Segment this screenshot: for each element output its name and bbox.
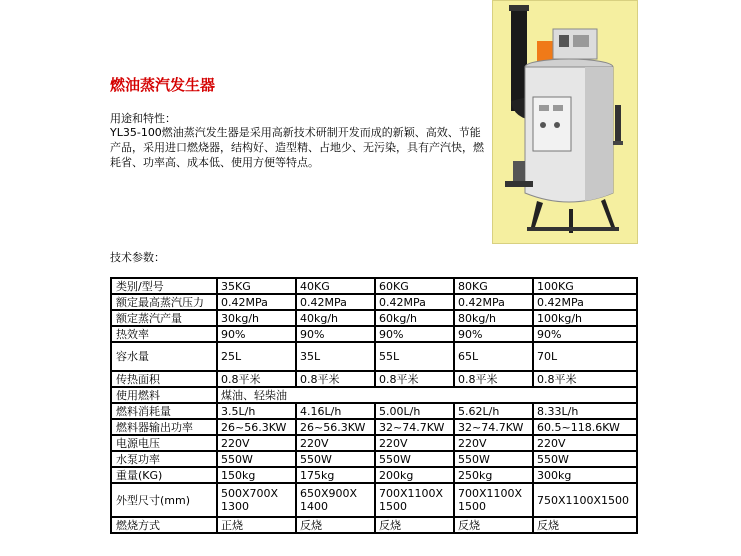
table-cell: 反烧 <box>533 517 637 533</box>
table-cell: 32~74.7KW <box>454 419 533 435</box>
table-cell: 80KG <box>454 278 533 294</box>
usage-label: 用途和特性： <box>110 112 176 125</box>
table-cell: 700X1100X 1500 <box>375 483 454 517</box>
table-cell: 750X1100X1500 <box>533 483 637 517</box>
table-cell: 220V <box>375 435 454 451</box>
row-label: 燃料消耗量 <box>111 403 217 419</box>
row-label: 类别/型号 <box>111 278 217 294</box>
table-cell: 反烧 <box>296 517 375 533</box>
table-cell: 4.16L/h <box>296 403 375 419</box>
params-label: 技术参数： <box>110 251 165 264</box>
table-cell: 220V <box>217 435 296 451</box>
row-label: 使用燃料 <box>111 387 217 403</box>
row-label: 重量(KG) <box>111 467 217 483</box>
table-cell: 0.42MPa <box>454 294 533 310</box>
table-cell: 250kg <box>454 467 533 483</box>
table-cell: 550W <box>533 451 637 467</box>
table-cell: 0.42MPa <box>296 294 375 310</box>
table-cell: 反烧 <box>454 517 533 533</box>
table-cell: 55L <box>375 342 454 371</box>
burner-detail-shape-2 <box>573 35 589 47</box>
table-cell: 正烧 <box>217 517 296 533</box>
table-row <box>111 371 637 387</box>
table-row <box>111 326 637 342</box>
table-cell: 650X900X 1400 <box>296 483 375 517</box>
table-cell: 90% <box>533 326 637 342</box>
table-cell: 500X700X 1300 <box>217 483 296 517</box>
product-photo <box>492 0 638 244</box>
row-label: 电源电压 <box>111 435 217 451</box>
table-cell: 100KG <box>533 278 637 294</box>
table-cell: 90% <box>296 326 375 342</box>
row-label: 额定蒸汽产量 <box>111 310 217 326</box>
usage-description: YL35-100燃油蒸汽发生器是采用高新技术研制开发而成的新颖、高效、节能产品，采用进口燃烧器，结构好、造型精、占地少、无污染，具有产汽快，燃耗省、功率高、成本低、使用方便等特点。 <box>110 126 484 169</box>
table-row <box>111 294 637 310</box>
table-cell: 0.42MPa <box>533 294 637 310</box>
table-cell: 26~56.3KW <box>296 419 375 435</box>
base-shape <box>527 227 619 231</box>
table-cell: 35L <box>296 342 375 371</box>
burner-detail-shape <box>559 35 569 47</box>
table-cell: 26~56.3KW <box>217 419 296 435</box>
table-cell: 220V <box>296 435 375 451</box>
row-label: 水泵功率 <box>111 451 217 467</box>
table-cell: 80kg/h <box>454 310 533 326</box>
control-panel-shape <box>533 97 571 151</box>
table-cell: 0.8平米 <box>454 371 533 387</box>
table-cell: 90% <box>454 326 533 342</box>
table-row <box>111 310 637 326</box>
table-cell: 40KG <box>296 278 375 294</box>
page-title: 燃油蒸汽发生器 <box>110 76 216 94</box>
table-cell: 90% <box>217 326 296 342</box>
row-label: 热效率 <box>111 326 217 342</box>
table-cell: 30kg/h <box>217 310 296 326</box>
pump-shape <box>513 161 525 181</box>
table-cell: 220V <box>454 435 533 451</box>
table-cell: 25L <box>217 342 296 371</box>
table-cell: 150kg <box>217 467 296 483</box>
table-cell: 32~74.7KW <box>375 419 454 435</box>
table-cell: 550W <box>296 451 375 467</box>
table-cell: 0.8平米 <box>296 371 375 387</box>
table-cell: 300kg <box>533 467 637 483</box>
spec-table <box>110 277 638 534</box>
table-cell: 70L <box>533 342 637 371</box>
boiler-shadow-shape <box>585 67 613 201</box>
table-cell: 60.5~118.6KW <box>533 419 637 435</box>
table-row <box>111 342 637 371</box>
table-cell: 煤油、轻柴油 <box>217 387 637 403</box>
table-row <box>111 483 637 517</box>
row-label: 传热面积 <box>111 371 217 387</box>
row-label: 外型尺寸(mm) <box>111 483 217 517</box>
table-cell: 700X1100X 1500 <box>454 483 533 517</box>
table-cell: 90% <box>375 326 454 342</box>
table-row <box>111 278 637 294</box>
row-label: 容水量 <box>111 342 217 371</box>
table-cell: 550W <box>454 451 533 467</box>
table-cell: 175kg <box>296 467 375 483</box>
table-cell: 0.42MPa <box>217 294 296 310</box>
table-row <box>111 403 637 419</box>
table-row <box>111 387 637 403</box>
table-cell: 220V <box>533 435 637 451</box>
sight-glass-shape <box>615 105 621 145</box>
table-cell: 40kg/h <box>296 310 375 326</box>
table-cell: 60kg/h <box>375 310 454 326</box>
table-cell: 反烧 <box>375 517 454 533</box>
row-label: 燃料器输出功率 <box>111 419 217 435</box>
leg-shape-2 <box>601 199 615 227</box>
table-row <box>111 517 637 533</box>
table-cell: 100kg/h <box>533 310 637 326</box>
row-label: 燃烧方式 <box>111 517 217 533</box>
table-row <box>111 451 637 467</box>
leg-shape <box>531 201 543 227</box>
table-cell: 550W <box>375 451 454 467</box>
table-cell: 35KG <box>217 278 296 294</box>
table-cell: 8.33L/h <box>533 403 637 419</box>
table-cell: 0.8平米 <box>533 371 637 387</box>
table-cell: 65L <box>454 342 533 371</box>
table-cell: 0.42MPa <box>375 294 454 310</box>
table-cell: 5.62L/h <box>454 403 533 419</box>
row-label: 额定最高蒸汽压力 <box>111 294 217 310</box>
table-cell: 3.5L/h <box>217 403 296 419</box>
chimney-cap-shape <box>509 5 529 11</box>
table-cell: 60KG <box>375 278 454 294</box>
table-cell: 200kg <box>375 467 454 483</box>
steam-generator-illustration <box>493 1 637 243</box>
table-cell: 0.8平米 <box>217 371 296 387</box>
table-row <box>111 419 637 435</box>
table-cell: 0.8平米 <box>375 371 454 387</box>
table-row <box>111 435 637 451</box>
table-row <box>111 467 637 483</box>
table-cell: 550W <box>217 451 296 467</box>
table-cell: 5.00L/h <box>375 403 454 419</box>
